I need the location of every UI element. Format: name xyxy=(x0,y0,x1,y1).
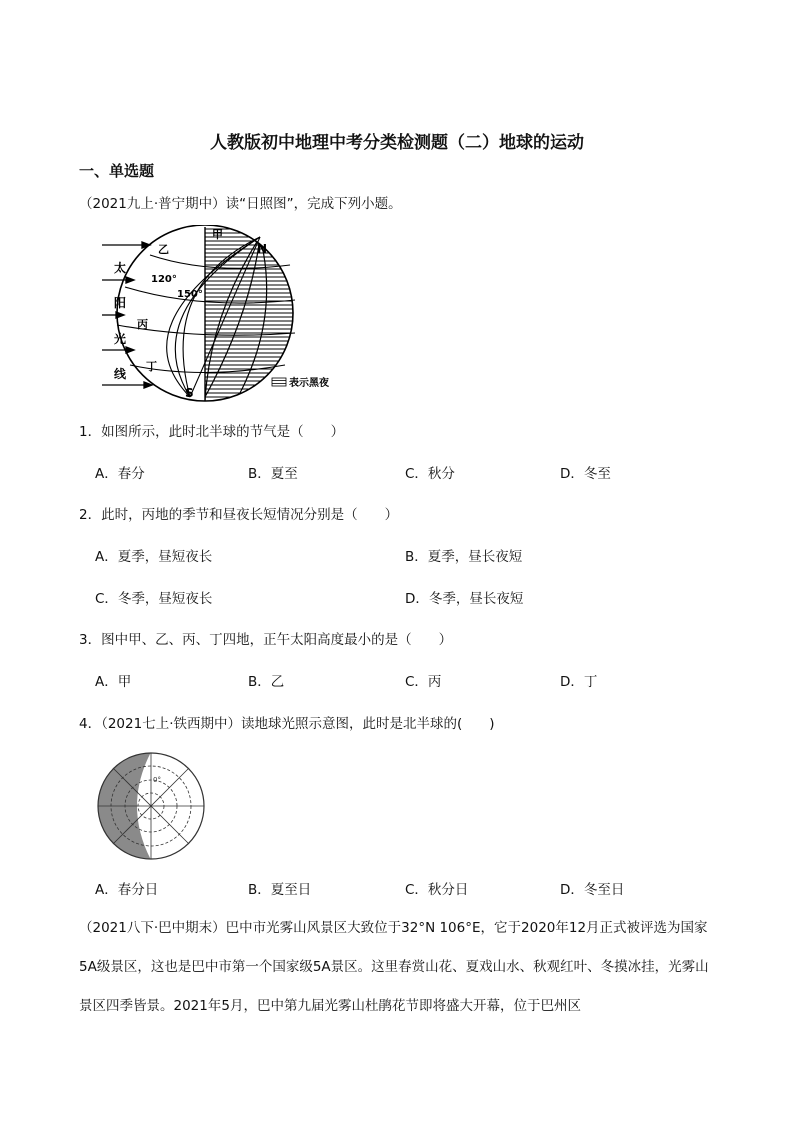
sun-char-2: 阳 xyxy=(114,296,127,310)
label-bing: 丙 xyxy=(137,318,148,331)
sun-char-3: 光 xyxy=(114,332,127,346)
q1-option-a[interactable]: A．春分 xyxy=(95,466,145,482)
q3-option-b[interactable]: B．乙 xyxy=(248,674,285,690)
night-hatching xyxy=(205,225,295,403)
q1-stem: 1．如图所示，此时北半球的节气是（ ） xyxy=(79,424,345,440)
q3-option-a[interactable]: A．甲 xyxy=(95,674,132,690)
sun-char-1: 太 xyxy=(114,261,127,275)
q3-option-d[interactable]: D．丁 xyxy=(560,674,598,690)
earth-illumination-diagram xyxy=(93,752,211,860)
q1-option-c[interactable]: C．秋分 xyxy=(405,466,455,482)
q1-option-d[interactable]: D．冬至 xyxy=(560,466,611,482)
label-south: S xyxy=(185,386,194,400)
fig2-zero-label: 0° xyxy=(153,776,161,784)
legend-text: 表示黑夜 xyxy=(289,378,329,389)
q2-option-d[interactable]: D．冬季，昼长夜短 xyxy=(405,591,524,607)
q1-option-b[interactable]: B．夏至 xyxy=(248,466,298,482)
q3-stem: 3．图中甲、乙、丙、丁四地，正午太阳高度最小的是（ ） xyxy=(79,632,453,648)
q3-option-c[interactable]: C．丙 xyxy=(405,674,442,690)
q2-stem: 2．此时，丙地的季节和昼夜长短情况分别是（ ） xyxy=(79,507,399,523)
q4-stem: 4．（2021七上·铁西期中）读地球光照示意图，此时是北半球的( ) xyxy=(79,716,495,732)
q2-option-b[interactable]: B．夏季，昼长夜短 xyxy=(405,549,523,565)
label-jia: 甲 xyxy=(212,228,223,241)
section-heading: 一、单选题 xyxy=(79,162,155,180)
reading-paragraph: （2021八下·巴中期末）巴中市光雾山风景区大致位于32°N 106°E，它于2020年12月正式被评选为国家5A级景区，这也是巴中市第一个国家级5A景区。这里春赏山花、夏戏山水、秋观红叶、冬摸冰挂，光雾山景区四季皆景。2021年5月，巴中第九届光雾山杜鹃花节即将盛大开幕，位于巴州区 xyxy=(79,920,709,1014)
q4-option-a[interactable]: A．春分日 xyxy=(95,882,159,898)
legend-night xyxy=(272,376,330,389)
label-yi: 乙 xyxy=(158,243,169,256)
sun-char-4: 线 xyxy=(114,367,127,381)
q2-option-a[interactable]: A．夏季，昼短夜长 xyxy=(95,549,213,565)
page-title: 人教版初中地理中考分类检测题（二）地球的运动 xyxy=(210,133,584,153)
label-north: N xyxy=(257,242,268,256)
q2-option-c[interactable]: C．冬季，昼短夜长 xyxy=(95,591,213,607)
sun-rays xyxy=(102,242,152,388)
label-150: 150° xyxy=(177,289,203,300)
label-120: 120° xyxy=(151,274,177,285)
q4-option-d[interactable]: D．冬至日 xyxy=(560,882,625,898)
label-ding: 丁 xyxy=(146,360,157,373)
intro-text: （2021九上·普宁期中）读“日照图”，完成下列小题。 xyxy=(79,196,402,212)
illumination-diagram xyxy=(100,225,360,403)
q4-option-b[interactable]: B．夏至日 xyxy=(248,882,312,898)
q4-option-c[interactable]: C．秋分日 xyxy=(405,882,469,898)
